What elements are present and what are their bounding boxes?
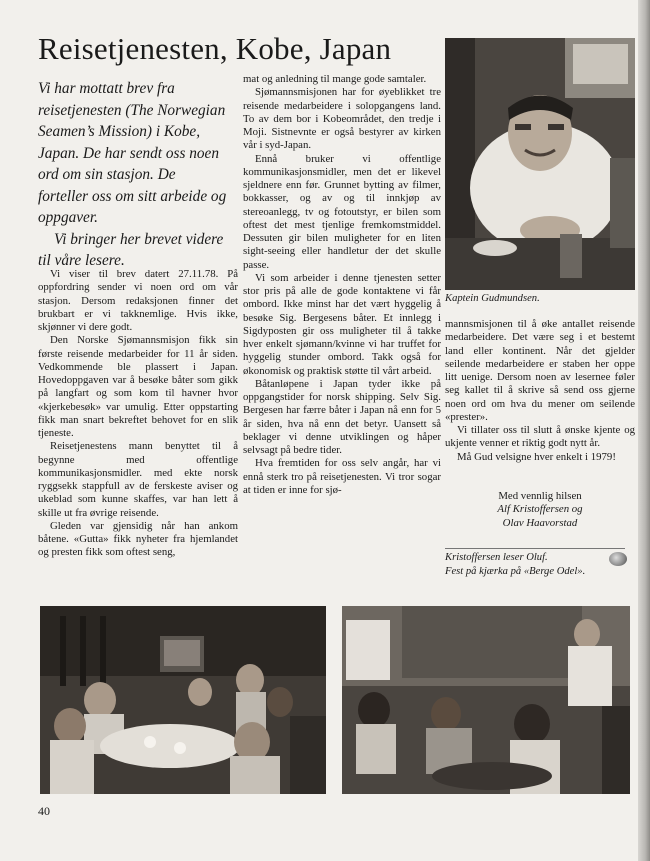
text-column-2 [243, 73, 441, 497]
paragraph: mat og anledning til mange gode samtaler. [243, 73, 427, 85]
signoff-greeting: Med vennlig hilsen [498, 490, 582, 502]
signoff-name: Alf Kristoffersen og [497, 503, 583, 516]
intro-line: reisetjenesten (The Norwegian [38, 101, 226, 119]
paragraph: Den Norske Sjømannsmisjon fikk sin første reisende medarbeider for 11 år siden. Vedkommende ble plassert i Japan. Hovedoppgaven var å besøke båter som gikk på langfart og som kom til havner hvor «kjerkebesøk» var umulig. Etter oppstarting fikk man snart bekreftet behovet for en slik tjeneste. [38, 334, 238, 439]
paragraph: Sjømannsmisjonen har for øyeblikket tre reisende medarbeidere i solopgangens land. To av dem bor i Kobeområdet, den tredje i Moji. Sistnevnte er også bestyrer av kirken vår i syd-Japan. [243, 86, 441, 152]
caption-captain: Kaptein Gudmundsen. [445, 293, 540, 304]
paragraph: Båtanløpene i Japan tyder ikke på oppgangstider for norsk shipping. Selv Sig. Bergesen har færre båter i Japan nå enn for 5 år siden, hva nå enn det betyr. Uansett så beklager vi denne utviklingen og håper selvsagt på bedre tider. [243, 377, 441, 456]
page-binding-edge [638, 0, 650, 861]
article-intro [38, 78, 236, 272]
intro-line: forteller oss om sitt arbeide og [38, 187, 227, 205]
page-number: 40 [38, 804, 50, 818]
caption-divider [445, 548, 625, 549]
paragraph: Ennå bruker vi offentlige kommunikasjonsmidler, men det er likevel sjeldnere enn før. Grunnet bytting av filmer, bokkasser, og av og til innkjøp av stereoanlegg, tv og fotoutstyr, er bilen som oftest det mest tjenlige fremkomstmiddel. Dessuten gir bilen muligheter for en liten sight-seeing eller handletur der det skulle passe. [243, 152, 441, 271]
intro-line: Vi bringer her brevet videre [54, 230, 224, 248]
paragraph: mannsmisjonen til å øke antallet reisende medarbeidere. Det være seg i et bestemt land eller kontinent. Når det gjelder seilende medarbeidere er staben her oppe litt uenige. Dersom noen av lesernee føler seg kallet til å skrive så send oss gjerne noen ord om hva du mener om seilende «prester». [445, 318, 635, 423]
photo-captain [445, 38, 635, 290]
caption-kristoffersen [445, 551, 625, 578]
photo-party-left [40, 606, 326, 794]
paragraph: Vi tillater oss til slutt å ønske kjente og ukjente venner et riktig godt nytt år. [445, 424, 635, 450]
intro-line: Vi har mottatt brev fra [38, 80, 175, 97]
pen-icon [609, 552, 627, 566]
letter-signoff [445, 490, 635, 530]
paragraph: Vi som arbeider i denne tjenesten setter stor pris på alle de gode kontaktene vi får ombord. Ikke minst har det vært hyggelig å besøke Sig. Bergesens båter. Et innlegg i Sigdyposten gir oss muligheter til å takke hver enkelt sjømann/kvinne vi har truffet for hyggelig stunder ombord. Takk også for økonomisk og praktisk støtte til vårt arbeid. [243, 271, 441, 377]
text-column-3 [445, 318, 635, 464]
paragraph: Reisetjenestens mann benyttet til å begynne med offentlige kommunikasjonsmidler. med ekte norsk ryggsekk stappfull av de ferskeste aviser og ukeblad som kunne skaffes, var han lett å skille ut fra øvrige reisende. [38, 440, 238, 519]
paragraph: Vi viser til brev datert 27.11.78. På oppfordring sender vi noen ord om vår stasjon. Dersom redaksjonen finner det brukbart er vi takknemlige. Hvis ikke, skjønner vi dere godt. [38, 268, 238, 333]
intro-line: oppgaver. [38, 209, 98, 226]
intro-line: til våre lesere. [38, 252, 125, 269]
text-column-1 [38, 268, 238, 560]
intro-line: Japan. De har sendt oss noen [38, 144, 219, 162]
signoff-name: Olav Haavorstad [502, 516, 578, 529]
intro-line: ord om sin stasjon. De [38, 166, 176, 183]
caption-line: Kristoffersen leser Oluf. [445, 552, 548, 563]
paragraph: Må Gud velsigne hver enkelt i 1979! [457, 450, 616, 463]
paragraph: Hva fremtiden for oss selv angår, har vi ennå sterk tro på reisetjenesten. Vi tror sogar at tiden er inne for sjø- [243, 457, 441, 496]
paragraph: Gleden var gjensidig når han ankom båtene. «Gutta» fikk nyheter fra hjemlandet og presten fikk som oftest seng, [38, 519, 238, 559]
intro-line: Seamen’s Mission) i Kobe, [38, 123, 201, 140]
photo-party-right [342, 606, 630, 794]
caption-line: Fest på kjærka på «Berge Odel». [445, 565, 586, 577]
article-title: Reisetjenesten, Kobe, Japan [38, 31, 392, 66]
